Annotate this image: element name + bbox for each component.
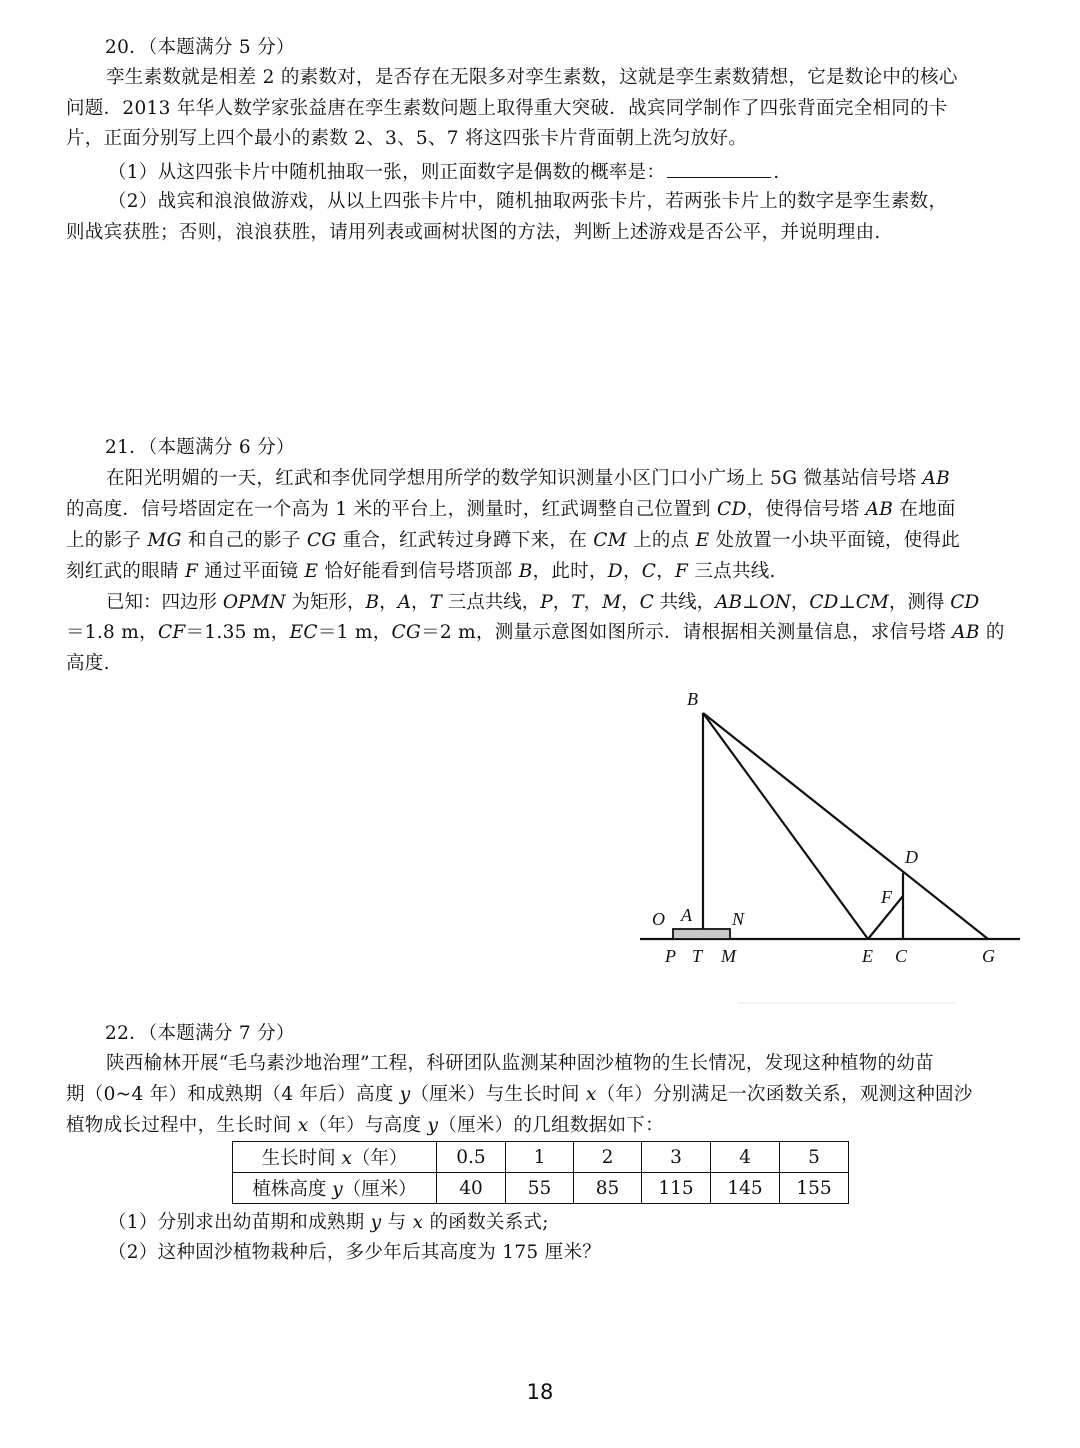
table-cell: 155 (780, 1173, 849, 1204)
q22-l2-text: （年）分别满足一次函数关系，观测这种固沙 (596, 1084, 973, 1105)
var-ec: EC (289, 622, 318, 643)
var-d: D (607, 561, 623, 582)
var-cm: CM (593, 530, 627, 551)
var-ab: AB (952, 622, 980, 643)
var-m: M (602, 592, 622, 613)
var-cd: CD (717, 499, 747, 520)
q22-sub2: （2）这种固沙植物栽种后，多少年后其高度为 175 厘米？ (108, 1242, 602, 1263)
var-cm: CM (855, 592, 889, 613)
label-d: D (905, 847, 918, 867)
q20-para1-line2: 问题．2013 年华人数学家张益唐在孪生素数问题上取得重大突破．战宾同学制作了四张背面完全相同的卡 (66, 98, 948, 119)
table-cell: 2 (574, 1142, 642, 1173)
label-t: T (692, 946, 703, 966)
table-header-cell (233, 1173, 437, 1204)
var-cd: CD (950, 592, 980, 613)
label-a: A (681, 905, 692, 925)
q21-l3-text: 和自己的影子 (181, 530, 307, 551)
q21-l5-text: ， (790, 592, 810, 613)
var-b: B (518, 561, 533, 582)
q22-sub1-text: 的函数关系式; (423, 1212, 549, 1233)
var-x: x (585, 1084, 597, 1105)
q22-line1: 陕西榆林开展“毛乌素沙地治理”工程，科研团队监测某种固沙植物的生长情况，发现这种植物的幼苗 (106, 1053, 934, 1074)
header-text: 植株高度 (252, 1179, 333, 1200)
var-x: x (341, 1148, 352, 1169)
q21-l4-text: 三点共线. (688, 561, 776, 582)
q20-sub1-text: （1）从这四张卡片中随机抽取一张，则正面数字是偶数的概率是： (108, 162, 666, 183)
var-e: E (304, 561, 319, 582)
q20-sub2-line2: 则战宾获胜；否则，浪浪获胜，请用列表或画树状图的方法，判断上述游戏是否公平，并说明理由. (66, 222, 881, 243)
table-cell: 0.5 (437, 1142, 506, 1173)
q21-l4-text: ， (622, 561, 642, 582)
header-text: （年） (351, 1148, 408, 1169)
q22-l3-text: （厘米）的几组数据如下： (438, 1115, 664, 1136)
var-y: y (370, 1212, 382, 1233)
table-cell: 55 (506, 1173, 574, 1204)
var-a: A (397, 592, 412, 613)
var-on: ON (759, 592, 791, 613)
q22-line2 (66, 1083, 973, 1107)
label-c: C (895, 946, 908, 966)
q21-l6-text: ＝2 m，测量示意图如图所示．请根据相关测量信息，求信号塔 (421, 622, 953, 643)
q21-l5-text: 为矩形， (285, 592, 366, 613)
q21-l2-text: ，使得信号塔 (746, 499, 866, 520)
q21-l6-text: ＝1.8 m， (66, 622, 158, 643)
q20-title: 20．（本题满分 5 分） (105, 37, 295, 58)
q21-l5-text: ， (379, 592, 398, 613)
header-text: （厘米） (342, 1179, 417, 1200)
var-ab: AB (715, 592, 743, 613)
q21-l5-text: ， (552, 592, 572, 613)
var-e: E (695, 530, 710, 551)
q21-l4-text: ，此时， (532, 561, 608, 582)
q22-sub1-text: （1）分别求出幼苗期和成熟期 (108, 1212, 371, 1233)
line-be (703, 713, 868, 939)
q21-l5-text: ，测得 (888, 592, 951, 613)
var-cd: CD (809, 592, 839, 613)
q22-sub1-text: 与 (381, 1212, 413, 1233)
q21-title: 21．（本题满分 6 分） (105, 437, 295, 458)
var-cg: CG (306, 530, 337, 551)
q22-l2-text: （厘米）与生长时间 (410, 1084, 586, 1105)
q21-l5-text: 已知：四边形 (106, 592, 223, 613)
q21-l3-text: 重合，红武转过身蹲下来，在 (336, 530, 594, 551)
table-cell: 3 (642, 1142, 711, 1173)
q22-title: 22．（本题满分 7 分） (105, 1023, 295, 1044)
q21-l4-text: ， (656, 561, 676, 582)
q21-l4-text: 通过平面镜 (198, 561, 305, 582)
table-cell: 115 (642, 1173, 711, 1204)
var-x: x (412, 1212, 424, 1233)
q21-l4-text: 刻红武的眼睛 (66, 561, 185, 582)
q22-line3 (66, 1114, 664, 1138)
var-f: F (184, 561, 199, 582)
table-header-cell (233, 1142, 437, 1173)
q21-l5-text: ， (621, 592, 640, 613)
var-b: B (365, 592, 380, 613)
q21-l3-text: 上的点 (626, 530, 696, 551)
var-ab: AB (865, 499, 894, 520)
label-p: P (665, 946, 676, 966)
var-c: C (639, 592, 654, 613)
table-cell: 1 (506, 1142, 574, 1173)
table-cell: 40 (437, 1173, 506, 1204)
q21-l5-text: ， (583, 592, 603, 613)
q21-l5-text: ， (411, 592, 430, 613)
q22-l3-text: 植物成长过程中，生长时间 (66, 1115, 298, 1136)
q21-l6-text: ＝1.35 m， (185, 622, 290, 643)
q21-l5-text: 三点共线， (441, 592, 541, 613)
q21-l2-text: 的高度．信号塔固定在一个高为 1 米的平台上，测量时，红武调整自己位置到 (66, 499, 718, 520)
label-m: M (721, 946, 736, 966)
var-t: T (571, 592, 584, 613)
var-t: T (429, 592, 442, 613)
label-o: O (652, 909, 665, 929)
q21-l6-text: ＝1 m， (317, 622, 392, 643)
q21-l4-text: 恰好能看到信号塔顶部 (318, 561, 519, 582)
var-f: F (675, 561, 689, 582)
q21-l3-text: 处放置一小块平面镜，使得此 (709, 530, 961, 551)
q21-line7: 高度. (66, 653, 110, 674)
label-n: N (732, 909, 745, 929)
diagram-lines (640, 713, 1020, 939)
var-c: C (641, 561, 657, 582)
q22-sub1 (108, 1211, 549, 1235)
header-text: 生长时间 (261, 1148, 342, 1169)
growth-data-table (232, 1141, 849, 1204)
q20-para1-line3: 片，正面分别写上四个最小的素数 2、3、5、7 将这四张卡片背面朝上洗匀放好。 (66, 128, 748, 149)
table-cell: 85 (574, 1173, 642, 1204)
var-cg: CG (391, 622, 422, 643)
var-p: P (540, 592, 553, 613)
var-y: y (399, 1084, 411, 1105)
q21-l2-text: 在地面 (893, 499, 956, 520)
q20-sub2-line1: （2）战宾和浪浪做游戏，从以上四张卡片中，随机抽取两张卡片，若两张卡片上的数字是孪生素数， (108, 191, 948, 212)
q22-l3-text: （年）与高度 (308, 1115, 428, 1136)
label-e: E (862, 946, 873, 966)
table-row (233, 1173, 849, 1204)
q20-sub1-end: . (773, 162, 780, 183)
table-cell: 145 (711, 1173, 780, 1204)
label-b: B (687, 689, 698, 709)
var-ab: AB (922, 468, 951, 489)
page-number: 18 (526, 1380, 554, 1404)
label-f: F (881, 887, 892, 907)
line-bg (703, 713, 988, 939)
perp-symbol: ⊥ (742, 592, 760, 613)
var-x: x (297, 1115, 309, 1136)
q22-l2-text: 期（0~4 年）和成熟期（4 年后）高度 (66, 1084, 400, 1105)
label-g: G (982, 946, 995, 966)
var-cf: CF (157, 622, 186, 643)
perp-symbol: ⊥ (838, 592, 856, 613)
var-mg: MG (147, 530, 182, 551)
table-cell: 4 (711, 1142, 780, 1173)
q21-l6-text: 的 (979, 622, 1005, 643)
q21-l3-text: 上的影子 (66, 530, 148, 551)
platform-opmn (673, 929, 730, 939)
table-cell: 5 (780, 1142, 849, 1173)
var-y: y (332, 1179, 343, 1200)
q21-l1-text: 在阳光明媚的一天，红武和李优同学想用所学的数学知识测量小区门口小广场上 5G 微基站信号塔 (106, 468, 923, 489)
var-opmn: OPMN (222, 592, 286, 613)
table-row (233, 1142, 849, 1173)
q20-para1-line1: 孪生素数就是相差 2 的素数对，是否存在无限多对孪生素数，这就是孪生素数猜想，它是数论中的核心 (106, 67, 958, 88)
var-y: y (427, 1115, 439, 1136)
q21-l5-text: 共线， (653, 592, 716, 613)
